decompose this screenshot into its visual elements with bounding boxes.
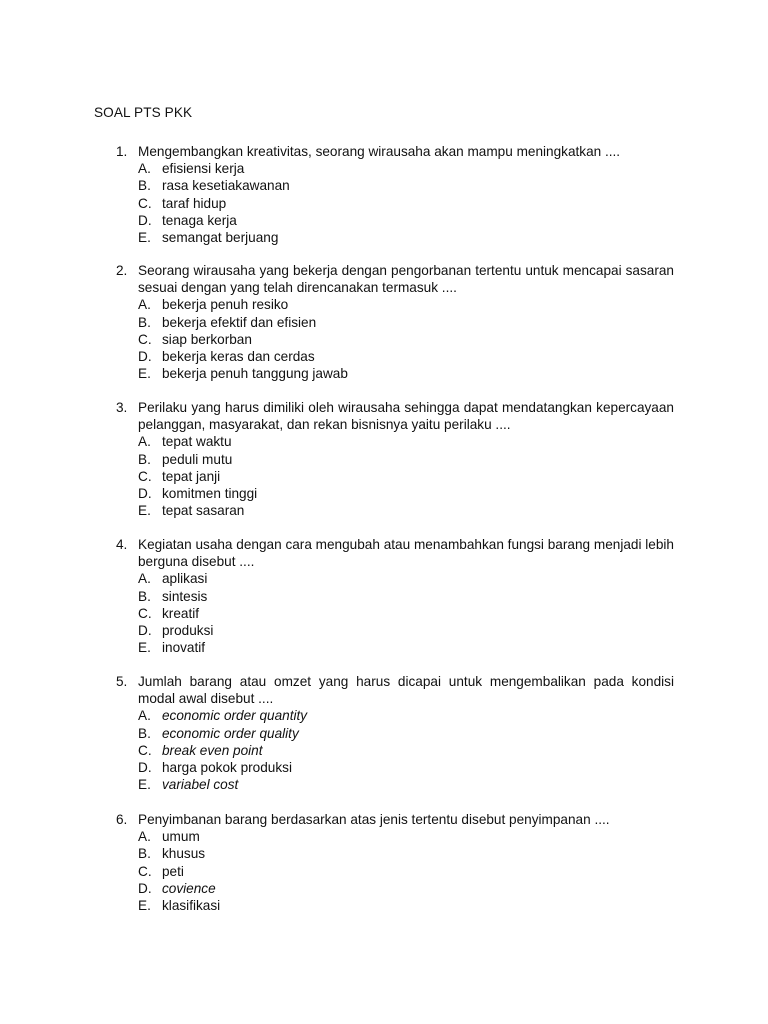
option-item [138, 897, 674, 914]
option-letter: C. [138, 468, 152, 484]
option-text: peti [162, 863, 184, 879]
option-text: covience [162, 880, 216, 896]
option-text: bekerja penuh resiko [162, 297, 289, 313]
option-item [138, 570, 674, 587]
option-text: peduli mutu [162, 451, 233, 467]
option-text: harga pokok produksi [162, 759, 292, 775]
option-letter: A. [138, 161, 151, 177]
option-text: economic order quantity [162, 708, 308, 724]
option-item [138, 314, 674, 331]
option-letter: D. [138, 212, 152, 228]
option-text: break even point [162, 742, 263, 758]
question-3 [116, 399, 674, 519]
option-text: bekerja penuh tanggung jawab [162, 366, 348, 382]
option-item [138, 468, 674, 485]
option-item [138, 759, 674, 776]
option-text: tepat waktu [162, 434, 232, 450]
option-item [138, 348, 674, 365]
option-letter: C. [138, 863, 152, 879]
option-item [138, 863, 674, 880]
option-letter: D. [138, 759, 152, 775]
question-number: 5. [116, 674, 128, 689]
option-text: rasa kesetiakawanan [162, 178, 290, 194]
option-list [138, 433, 674, 519]
question-6 [116, 811, 674, 914]
option-letter: A. [138, 297, 151, 313]
option-item [138, 725, 674, 742]
question-4 [116, 536, 674, 656]
option-item [138, 331, 674, 348]
option-text: economic order quality [162, 725, 299, 741]
option-list [138, 707, 674, 793]
option-text: bekerja keras dan cerdas [162, 348, 315, 364]
option-letter: E. [138, 229, 151, 245]
question-number: 3. [116, 400, 128, 415]
document-title: SOAL PTS PKK [94, 105, 193, 120]
option-item [138, 160, 674, 177]
option-list [138, 570, 674, 656]
option-letter: A. [138, 571, 151, 587]
option-text: umum [162, 829, 200, 845]
option-item [138, 622, 674, 639]
question-text: Penyimbanan barang berdasarkan atas jenis tertentu disebut penyimpanan .... [138, 812, 610, 827]
option-item [138, 229, 674, 246]
option-letter: B. [138, 314, 151, 330]
option-letter: B. [138, 451, 151, 467]
option-text: bekerja efektif dan efisien [162, 314, 317, 330]
option-text: siap berkorban [162, 331, 252, 347]
option-text: variabel cost [162, 777, 239, 793]
option-letter: D. [138, 348, 152, 364]
question-text: Mengembangkan kreativitas, seorang wirausaha akan mampu meningkatkan .... [138, 144, 621, 159]
question-number: 2. [116, 263, 128, 278]
option-text: kreatif [162, 605, 200, 621]
option-letter: C. [138, 605, 152, 621]
option-letter: B. [138, 846, 151, 862]
option-text: tenaga kerja [162, 212, 237, 228]
option-text: tepat sasaran [162, 503, 245, 519]
option-letter: E. [138, 897, 151, 913]
option-list [138, 828, 674, 914]
option-letter: D. [138, 622, 152, 638]
option-text: inovatif [162, 640, 206, 656]
option-item [138, 707, 674, 724]
option-letter: C. [138, 742, 152, 758]
question-number: 4. [116, 537, 128, 552]
option-letter: A. [138, 434, 151, 450]
option-letter: A. [138, 708, 151, 724]
option-item [138, 433, 674, 450]
option-text: efisiensi kerja [162, 161, 245, 177]
option-item [138, 776, 674, 793]
option-item [138, 605, 674, 622]
option-item [138, 485, 674, 502]
option-text: klasifikasi [162, 897, 221, 913]
question-number: 1. [116, 144, 128, 159]
option-text: taraf hidup [162, 195, 227, 211]
option-letter: C. [138, 195, 152, 211]
option-text: khusus [162, 846, 206, 862]
option-item [138, 828, 674, 845]
question-text: Jumlah barang atau omzet yang harus dicapai untuk mengembalikan pada kondisi modal awal disebut .... [138, 674, 674, 707]
option-item [138, 212, 674, 229]
option-text: produksi [162, 622, 214, 638]
option-item [138, 880, 674, 897]
option-letter: D. [138, 880, 152, 896]
question-1 [116, 143, 674, 246]
option-text: komitmen tinggi [162, 485, 258, 501]
question-text: Kegiatan usaha dengan cara mengubah atau menambahkan fungsi barang menjadi lebih berguna disebut .... [138, 537, 674, 570]
option-item [138, 502, 674, 519]
question-2 [116, 262, 674, 382]
question-text: Seorang wirausaha yang bekerja dengan pengorbanan tertentu untuk mencapai sasaran sesuai dengan yang telah direncanakan termasuk .... [138, 263, 674, 296]
option-letter: C. [138, 331, 152, 347]
question-text: Perilaku yang harus dimiliki oleh wirausaha sehingga dapat mendatangkan kepercayaan pelanggan, masyarakat, dan rekan bisnisnya yaitu perilaku .... [138, 400, 674, 433]
option-letter: E. [138, 777, 151, 793]
option-text: aplikasi [162, 571, 208, 587]
option-letter: D. [138, 485, 152, 501]
option-text: tepat janji [162, 468, 221, 484]
option-item [138, 742, 674, 759]
option-letter: B. [138, 725, 151, 741]
option-text: sintesis [162, 588, 208, 604]
option-item [138, 451, 674, 468]
question-5 [116, 673, 674, 793]
option-letter: E. [138, 503, 151, 519]
option-letter: A. [138, 829, 151, 845]
option-letter: B. [138, 178, 151, 194]
option-item [138, 195, 674, 212]
option-item [138, 639, 674, 656]
question-number: 6. [116, 812, 128, 827]
option-list [138, 296, 674, 382]
option-text: semangat berjuang [162, 229, 279, 245]
option-item [138, 177, 674, 194]
option-letter: E. [138, 640, 151, 656]
option-item [138, 588, 674, 605]
option-list [138, 160, 674, 246]
option-item [138, 296, 674, 313]
option-item [138, 365, 674, 382]
option-item [138, 845, 674, 862]
option-letter: B. [138, 588, 151, 604]
option-letter: E. [138, 366, 151, 382]
